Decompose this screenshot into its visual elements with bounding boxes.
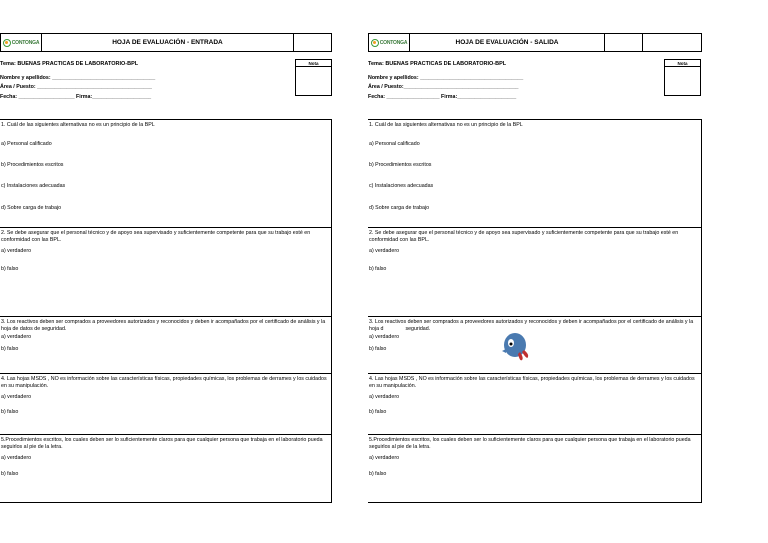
option-b[interactable]: b) falso (1, 409, 19, 415)
question-text: 4. Las hojas MSDS , NO es información sobre las características físicas, propiedades químicas, los problemas de derrames y los cuidados en su manipulación. (1, 376, 327, 389)
question-text: 2. Se debe asegurar que el personal técnico y de apoyo sea supervisado y suficientemente competente para que su trabajo esté en conformidad con las BPL. (369, 230, 679, 243)
option-a[interactable]: a) verdadero (369, 334, 400, 340)
grade-box[interactable] (664, 67, 701, 96)
question-text: 1. Cuál de las siguientes alternativas no es un principio de la BPL (1, 122, 155, 128)
option-b[interactable]: b) falso (369, 346, 387, 352)
info-section (0, 52, 332, 119)
logo-icon (371, 39, 379, 47)
date-signature-field[interactable]: Fecha: ___________________ Firma:____________________ (0, 94, 152, 100)
company-logo (371, 39, 407, 47)
option-c[interactable]: c) Instalaciones adecuadas (369, 183, 434, 189)
option-b[interactable]: b) falso (369, 471, 387, 477)
topic-label: Tema: BUENAS PRACTICAS DE LABORATORIO-BPL (368, 61, 507, 67)
question-5 (368, 435, 702, 503)
sheet-title: HOJA DE EVALUACIÓN - SALIDA (410, 34, 605, 51)
grade-box[interactable] (295, 67, 332, 96)
option-b[interactable]: b) Procedimientos escritos (369, 162, 432, 168)
area-field[interactable]: Área / Puesto: _______________________________________ (0, 84, 152, 90)
header-box (642, 34, 680, 51)
option-a[interactable]: a) verdadero (369, 455, 400, 461)
logo-text: CONTONGA (379, 39, 408, 46)
option-a[interactable]: a) verdadero (1, 455, 32, 461)
logo-cell (1, 34, 42, 51)
logo-cell (369, 34, 410, 51)
option-c[interactable]: c) Instalaciones adecuadas (1, 183, 66, 189)
question-text: 5.Procedimientos escritos, los cuales deben ser lo suficientemente claros para que cualquier persona que trabaja en el laboratorio pueda seguirlos al pie de la letra. (369, 437, 691, 450)
date-signature-field[interactable]: Fecha: __________________ Firma:____________________ (368, 94, 517, 100)
question-3 (0, 317, 332, 374)
question-text (368, 317, 701, 333)
company-logo (3, 39, 39, 47)
question-4 (0, 374, 332, 435)
question-text: 5.Procedimientos escritos, los cuales deben ser lo suficientemente claros para que cualquier persona que trabaja en el laboratorio pueda seguirlos al pie de la letra. (1, 437, 323, 450)
option-a[interactable]: a) verdadero (369, 394, 400, 400)
option-a[interactable]: a) verdadero (1, 248, 32, 254)
option-d[interactable]: d) Sobre carga de trabajo (369, 205, 430, 211)
name-field[interactable]: Nombre y apellidos: ___________________________________ (368, 75, 524, 81)
option-b[interactable]: b) falso (369, 409, 387, 415)
evaluation-sheet-salida (368, 33, 702, 503)
grade-label: Nota (664, 59, 701, 67)
question-2 (0, 228, 332, 317)
question-1 (0, 120, 332, 228)
question-1 (368, 120, 702, 228)
question-2 (368, 228, 702, 317)
question-text-end: seguridad. (405, 326, 431, 332)
logo-text: CONTONGA (11, 39, 40, 46)
option-b[interactable]: b) falso (1, 266, 19, 272)
option-a[interactable]: a) verdadero (1, 334, 32, 340)
option-a[interactable]: a) verdadero (369, 248, 400, 254)
logo-icon (3, 39, 11, 47)
info-section (368, 52, 702, 119)
header-box (605, 34, 642, 51)
sheet-header (368, 33, 702, 52)
grade-label: Nota (295, 59, 332, 67)
topic-label: Tema: BUENAS PRACTICAS DE LABORATORIO-BPL (0, 61, 139, 67)
option-b[interactable]: b) Procedimientos escritos (1, 162, 64, 168)
option-d[interactable]: d) Sobre carga de trabajo (1, 205, 62, 211)
mascot-illustration-icon (498, 330, 532, 364)
option-b[interactable]: b) falso (369, 266, 387, 272)
option-a[interactable]: a) Personal calificado (369, 141, 420, 147)
question-4 (368, 374, 702, 435)
evaluation-sheet-entrada (0, 33, 332, 503)
question-5 (0, 435, 332, 503)
option-b[interactable]: b) falso (1, 346, 19, 352)
sheet-header (0, 33, 332, 52)
question-text: 4. Las hojas MSDS , NO es información sobre las características físicas, propiedades químicas, los problemas de derrames y los cuidados en su manipulación. (369, 376, 695, 389)
header-box (294, 34, 331, 51)
question-3 (368, 317, 702, 374)
question-text: 2. Se debe asegurar que el personal técnico y de apoyo sea supervisado y suficientemente competente para que su trabajo esté en conformidad con las BPL. (1, 230, 311, 243)
option-a[interactable]: a) verdadero (1, 394, 32, 400)
option-b[interactable]: b) falso (1, 471, 19, 477)
question-text: 1. Cuál de las siguientes alternativas no es un principio de la BPL (369, 122, 523, 128)
area-field[interactable]: Área / Puesto:_______________________________________ (368, 84, 519, 90)
name-field[interactable]: Nombre y apellidos: ___________________________________ (0, 75, 156, 81)
questions-table (368, 119, 702, 503)
question-text: 3. Los reactivos deben ser comprados a proveedores autorizados y reconocidos y deben ir acompañados por el certificado de análisis y la hoja de datos de seguridad. (1, 319, 326, 332)
questions-table (0, 119, 332, 503)
sheet-title: HOJA DE EVALUACIÓN - ENTRADA (42, 34, 294, 51)
option-a[interactable]: a) Personal calificado (1, 141, 52, 147)
question-text-start: 3. Los reactivos deben ser comprados a proveedores autorizados y reconocidos y deben ir acompañados por el certificado de análisis y la hoja d (369, 319, 694, 332)
